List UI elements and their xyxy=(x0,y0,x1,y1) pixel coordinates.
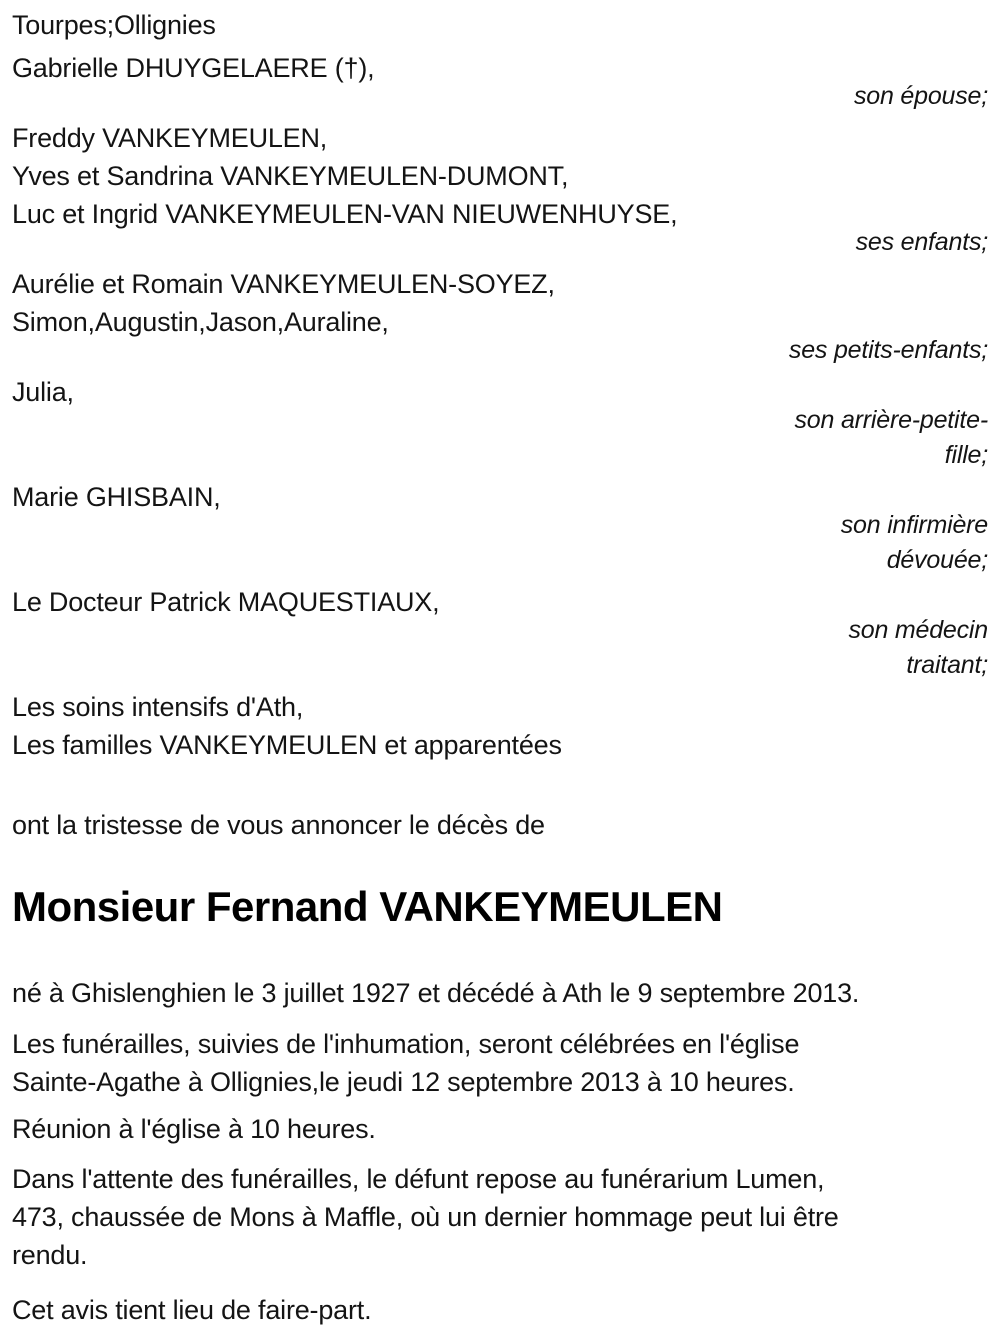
family-member-name: Les familles VANKEYMEULEN et apparentées xyxy=(12,730,562,760)
family-group xyxy=(12,265,988,368)
relation-label xyxy=(12,613,988,683)
relation-label xyxy=(12,508,988,578)
family-member-name: Julia, xyxy=(12,377,74,407)
relation-line: traitant; xyxy=(906,651,988,679)
repose-line: 473, chaussée de Mons à Maffle, où un dernier hommage peut lui être xyxy=(12,1202,839,1232)
family-group xyxy=(12,478,988,578)
family-group xyxy=(12,688,988,764)
family-group xyxy=(12,119,988,260)
family-group xyxy=(12,583,988,683)
relation-line: dévouée; xyxy=(886,546,988,574)
family-member-name: Luc et Ingrid VANKEYMEULEN-VAN NIEUWENHUYSE, xyxy=(12,199,678,229)
relation-line: son médecin xyxy=(848,616,988,644)
relation-line: son épouse; xyxy=(853,82,988,110)
family-member-name: Freddy VANKEYMEULEN, xyxy=(12,123,328,153)
funeral-details xyxy=(12,1025,988,1101)
funeral-details-line: Les funérailles, suivies de l'inhumation, seront célébrées en l'église xyxy=(12,1029,800,1059)
relation-line: ses petits-enfants; xyxy=(788,336,988,364)
intro-line: ont la tristesse de vous annoncer le décès de xyxy=(12,810,545,840)
relation-line: ses enfants; xyxy=(855,228,988,256)
relation-line: fille; xyxy=(944,441,988,469)
family-group xyxy=(12,373,988,473)
family-member-name: Marie GHISBAIN, xyxy=(12,482,221,512)
locations-line: Tourpes;Ollignies xyxy=(12,10,216,40)
birth-death-line: né à Ghislenghien le 3 juillet 1927 et décédé à Ath le 9 septembre 2013. xyxy=(12,978,860,1008)
family-member-name: Les soins intensifs d'Ath, xyxy=(12,692,304,722)
notice-line: Cet avis tient lieu de faire-part. xyxy=(12,1295,372,1325)
family-member-name: Yves et Sandrina VANKEYMEULEN-DUMONT, xyxy=(12,161,569,191)
family-member-name: Le Docteur Patrick MAQUESTIAUX, xyxy=(12,587,440,617)
repose-line: rendu. xyxy=(12,1240,88,1270)
relation-line: son infirmière xyxy=(840,511,988,539)
repose-details xyxy=(12,1160,988,1274)
relation-label xyxy=(12,403,988,473)
family-group xyxy=(12,49,988,114)
family-member-name: Gabrielle DHUYGELAERE (†), xyxy=(12,53,375,83)
meeting-line: Réunion à l'église à 10 heures. xyxy=(12,1114,376,1144)
funeral-details-line: Sainte-Agathe à Ollignies,le jeudi 12 septembre 2013 à 10 heures. xyxy=(12,1067,795,1097)
family-member-name: Aurélie et Romain VANKEYMEULEN-SOYEZ, xyxy=(12,269,555,299)
repose-line: Dans l'attente des funérailles, le défunt repose au funérarium Lumen, xyxy=(12,1164,825,1194)
deceased-name-heading: Monsieur Fernand VANKEYMEULEN xyxy=(12,883,723,930)
family-member-name: Simon,Augustin,Jason,Auraline, xyxy=(12,307,389,337)
relation-line: son arrière-petite- xyxy=(794,406,988,434)
